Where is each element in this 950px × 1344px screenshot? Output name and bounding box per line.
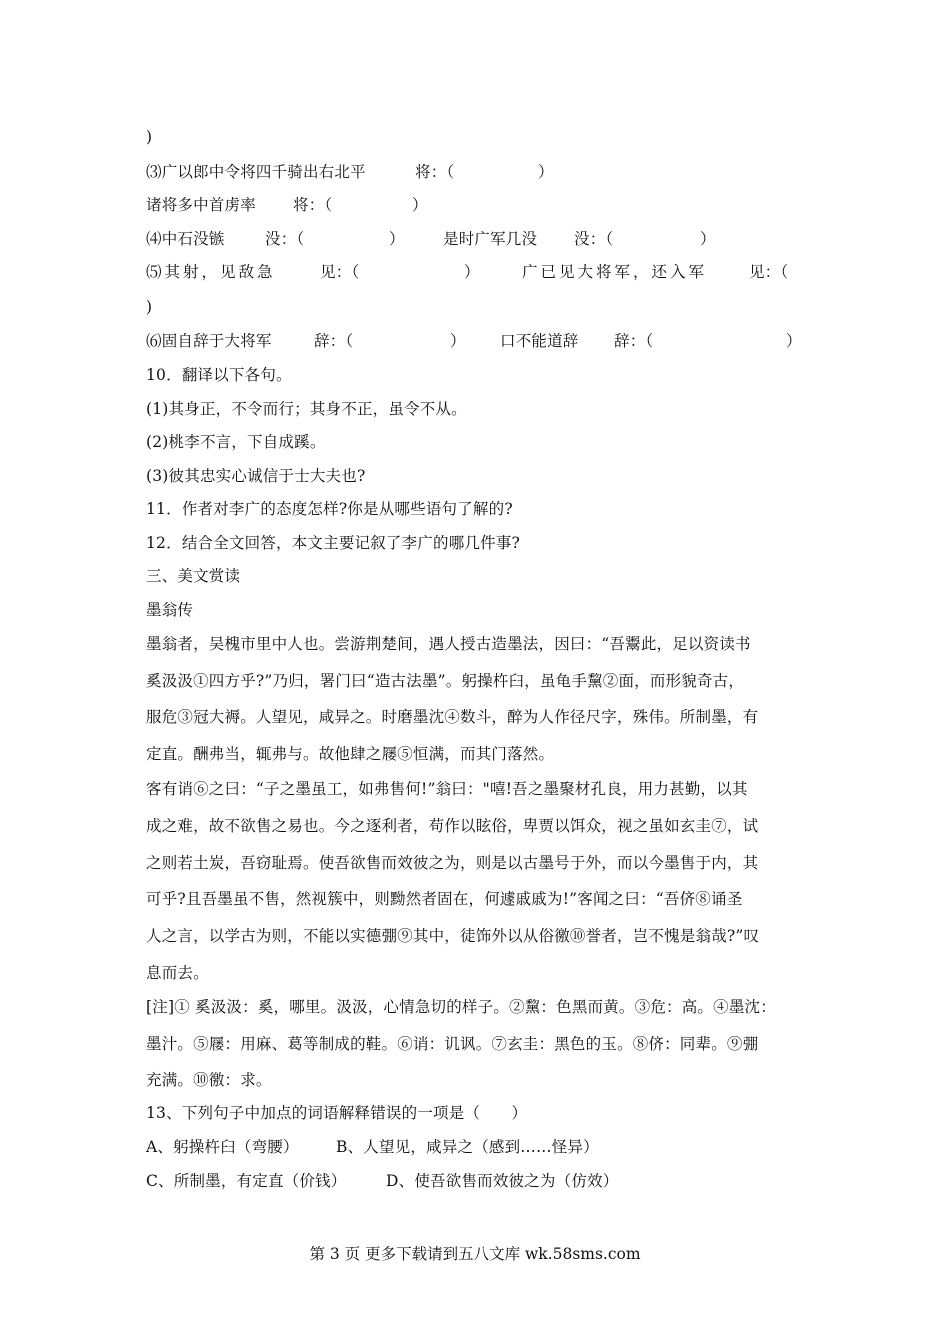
vocab-q4b-close: ）: [700, 230, 716, 248]
vocab-q5-close-line: ): [146, 298, 153, 316]
q10-sentence-3: (3)彼其忠实心诚信于士大夫也?: [146, 467, 366, 485]
article-notes-line: 充满。⑩徼：求。: [146, 1071, 272, 1089]
q13-option-a: A、躬操杵臼（弯腰）: [146, 1138, 299, 1156]
article-notes-line: [注]① 奚汲汲：奚，哪里。汲汲，心情急切的样子。②黧：色黑而黄。③危：高。④墨沈：: [146, 998, 776, 1016]
article-p2-line: 成之难，故不欲售之易也。今之逐利者，苟作以眩俗，卑贾以饵众，视之虽如玄圭⑦，试: [146, 817, 759, 835]
vocab-q3a-text: ⑶广以郎中令将四千骑出右北平: [146, 163, 366, 181]
article-p1-line: 定直。酬弗当，辄弗与。故他肆之屦⑤恒满，而其门落然。: [146, 745, 555, 763]
q10-sentence-2: (2)桃李不言，下自成蹊。: [146, 433, 326, 451]
article-p2-line: 可乎?且吾墨虽不售，然视簇中，则黝然者固在，何遽戚戚为!”客闻之曰：“吾侪⑧诵圣: [146, 890, 743, 908]
vocab-q4a-text: ⑷中石没镞: [146, 230, 225, 248]
vocab-q6a-text: ⑹固自辞于大将军: [146, 332, 272, 350]
vocab-q5a-label: 见：（: [320, 263, 360, 281]
vocab-q5b-label: 见：（: [749, 263, 789, 281]
vocab-q4b-label: 没：（: [574, 230, 614, 248]
article-p2-line: 息而去。: [146, 964, 209, 982]
vocab-q4a-label: 没：（: [265, 230, 305, 248]
article-p2-line: 人之言，以学古为则，不能以实德弸⑨其中，徒饰外以从俗徼⑩誉者，岂不愧是翁哉?”叹: [146, 927, 760, 945]
vocab-q3a-label: 将：（: [415, 163, 455, 181]
q13-option-d: D、使吾欲售而效彼之为（仿效）: [386, 1172, 619, 1190]
vocab-q3a-close: ）: [538, 163, 554, 181]
article-notes-line: 墨汁。⑤屦：用麻、葛等制成的鞋。⑥诮：讥讽。⑦玄圭：黑色的玉。⑧侪：同辈。⑨弸: [146, 1035, 759, 1053]
q13-option-b: B、人望见，咸异之（感到……怪异）: [336, 1138, 599, 1156]
article-title: 墨翁传: [146, 601, 194, 619]
page-footer: 第 3 页 更多下载请到五八文库 wk.58sms.com: [309, 1245, 641, 1263]
vocab-q6b-text: 口不能道辞: [500, 332, 579, 350]
vocab-q4a-close: ）: [389, 230, 405, 248]
vocab-q3b-label: 将：（: [293, 196, 333, 214]
vocab-q6b-label: 辞：（: [614, 332, 654, 350]
q13-option-c: C、所制墨，有定直（价钱）: [146, 1172, 347, 1190]
vocab-q4b-text: 是时广军几没: [443, 230, 538, 248]
vocab-q6b-close: ）: [786, 332, 802, 350]
article-p2-line: 之则若土炭，吾窃耻焉。使吾欲售而效彼之为，则是以古墨号于外，而以今墨售于内，其: [146, 854, 759, 872]
q10-title: 10．翻译以下各句。: [146, 366, 292, 384]
vocab-q5b-text: 广已见大将军，还入军: [522, 263, 708, 281]
q10-sentence-1: (1)其身正，不令而行；其身不正，虽令不从。: [146, 400, 467, 418]
q12: 12．结合全文回答，本文主要记叙了李广的哪几件事?: [146, 534, 521, 552]
vocab-q6a-close: ）: [450, 332, 466, 350]
article-p1-line: 墨翁者，吴槐市里中人也。尝游荆楚间，遇人授古造墨法，因曰：“吾鬻此，足以资读书: [146, 635, 751, 653]
vocab-q3b-text: 诸将多中首虏率: [146, 196, 256, 214]
line-paren: ): [146, 128, 153, 146]
article-p1-line: 服危③冠大褥。人望见，咸异之。时磨墨沈④数斗，醉为人作径尺字，殊伟。所制墨，有: [146, 708, 759, 726]
article-p1-line: 奚汲汲①四方乎?”乃归，署门曰“造古法墨”。躬操杵臼，虽龟手黧②面，而形貌奇古，: [146, 672, 745, 690]
vocab-q6a-label: 辞：（: [314, 332, 354, 350]
q11: 11．作者对李广的态度怎样?你是从哪些语句了解的?: [146, 500, 513, 518]
q13-title: 13、下列句子中加点的词语解释错误的一项是（ ）: [146, 1104, 528, 1122]
article-p2-line: 客有诮⑥之曰：“子之墨虽工，如弗售何!”翁曰："嘻!吾之墨聚材孔良，用力甚勤，以其: [146, 780, 748, 798]
vocab-q5a-close: ）: [464, 263, 480, 281]
vocab-q5a-text: ⑸其射，见敌急: [146, 263, 276, 281]
vocab-q3b-close: ）: [412, 196, 428, 214]
section-heading: 三、美文赏读: [146, 567, 241, 585]
